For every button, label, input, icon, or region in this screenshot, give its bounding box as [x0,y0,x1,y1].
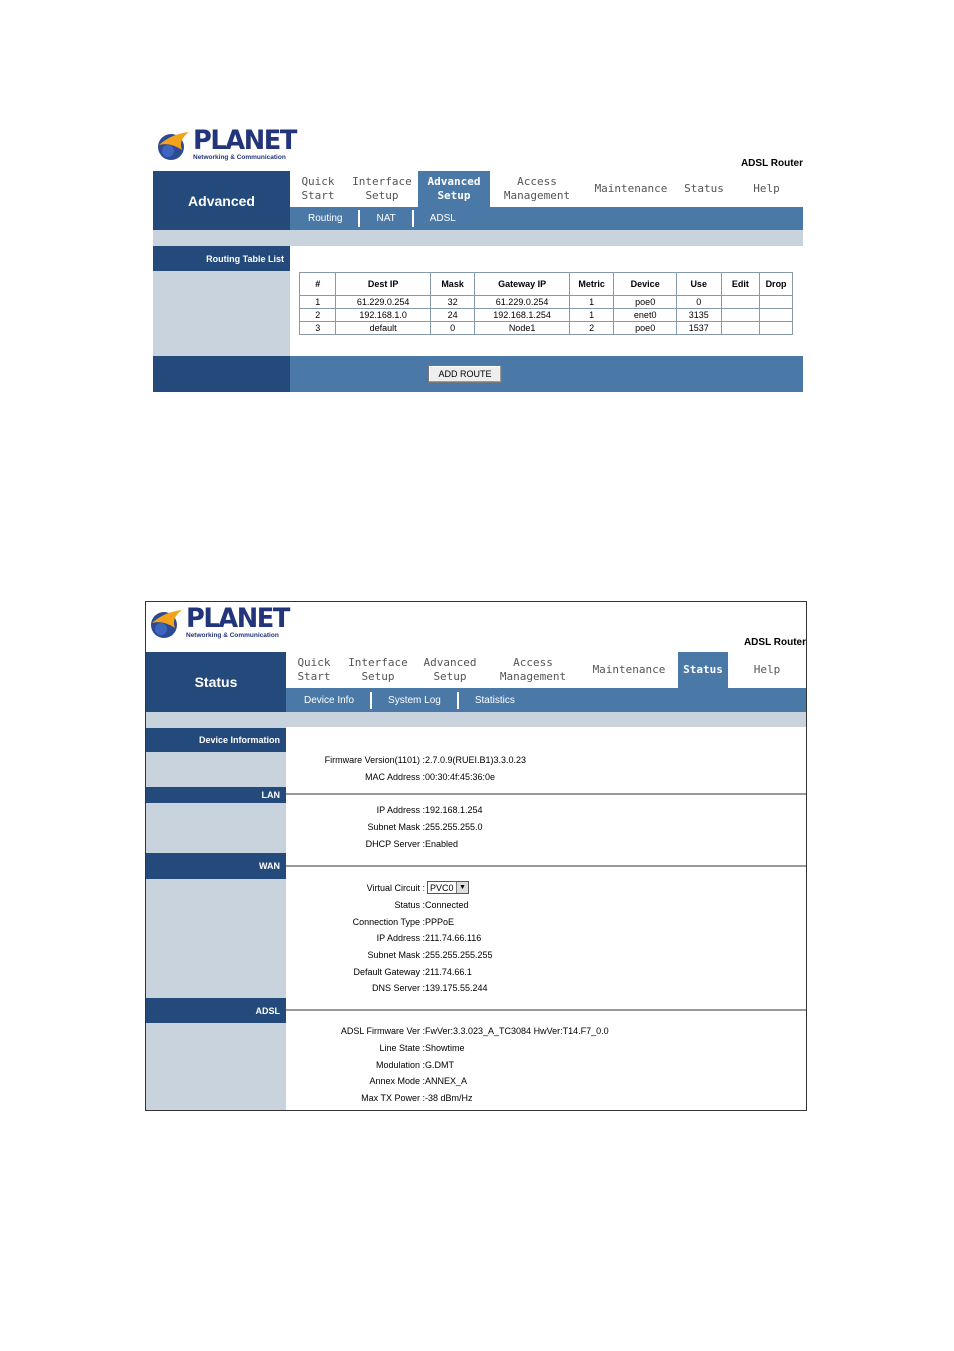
section-device-information: Device Information [146,728,286,752]
adsl-firmware-value: FwVer:3.3.023_A_TC3084 HwVer:T14.F7_0.0 [425,1026,609,1036]
table-row: 1 61.229.0.254 32 61.229.0.254 1 poe0 0 [300,296,793,309]
virtual-circuit-value: PVC0 [430,882,454,893]
spacer-strip [146,712,807,727]
product-name: ADSL Router [743,637,806,648]
wan-ip-label: IP Address : [376,933,425,943]
chevron-down-icon[interactable]: ▼ [456,882,468,893]
routing-table [299,272,793,335]
nav-access-management[interactable]: Access Management [499,656,567,683]
col-mask: Mask [430,273,475,296]
dns-label: DNS Server : [371,983,425,993]
col-index: # [300,273,336,296]
nav-advanced-setup[interactable]: Advanced Setup [423,656,477,683]
col-gateway-ip: Gateway IP [475,273,569,296]
logo-tagline: Networking & Communication [193,154,286,161]
side-title: Advanced [153,171,290,230]
section-lan: LAN [146,787,286,803]
dhcp-value: Enabled [425,839,459,849]
nav-access-management[interactable]: Access Management [503,175,571,202]
col-edit: Edit [721,273,760,296]
annex-mode-label: Annex Mode : [369,1076,425,1086]
logo-name: PLANET [186,603,289,634]
max-tx-power-value: -38 dBm/Hz [425,1093,473,1103]
nav-help[interactable]: Help [753,182,780,195]
logo-name: PLANET [193,125,296,156]
subnav-adsl[interactable]: ADSL [412,210,472,227]
col-device: Device [614,273,676,296]
mac-label: MAC Address : [364,772,425,782]
wan-mask-label: Subnet Mask : [367,950,425,960]
virtual-circuit-select[interactable] [427,881,469,894]
drop-cell[interactable] [760,309,793,322]
table-row: 3 default 0 Node1 2 poe0 1537 [300,322,793,335]
nav-quick-start[interactable]: Quick Start [301,175,335,202]
lan-ip-value: 192.168.1.254 [425,805,483,815]
nav-quick-start[interactable]: Quick Start [297,656,331,683]
modulation-value: G.DMT [425,1060,454,1070]
table-row: 2 192.168.1.0 24 192.168.1.254 1 enet0 3135 [300,309,793,322]
table-header-row [300,273,793,296]
lan-mask-label: Subnet Mask : [367,822,425,832]
subnav-device-info[interactable]: Device Info [304,694,355,706]
subnav-nat[interactable]: NAT [358,210,411,227]
section-adsl: ADSL [146,998,286,1023]
logo-tagline: Networking & Communication [186,632,279,639]
wan-mask-value: 255.255.255.255 [425,950,493,960]
planet-globe-icon [149,606,183,640]
section-wan: WAN [146,853,286,879]
col-drop: Drop [760,273,793,296]
connection-type-label: Connection Type : [352,917,425,927]
nav-interface-setup[interactable]: Interface Setup [348,656,408,683]
col-dest-ip: Dest IP [336,273,430,296]
gateway-label: Default Gateway : [353,967,425,977]
subnav-routing[interactable]: Routing [308,213,343,224]
drop-cell[interactable] [760,296,793,309]
section-routing-table-list: Routing Table List [153,246,290,271]
nav-status[interactable]: Status [678,652,728,688]
nav-status[interactable]: Status [684,182,724,195]
firmware-value: 2.7.0.9(RUEI.B1)3.3.0.23 [425,755,527,765]
add-route-button[interactable]: ADD ROUTE [428,365,502,383]
sub-nav [286,688,806,712]
bottom-left-bar [153,356,290,392]
drop-cell[interactable] [760,322,793,335]
side-title: Status [146,652,286,712]
planet-logo [156,125,301,162]
divider [286,865,806,867]
planet-globe-icon [156,128,190,162]
edit-cell[interactable] [721,309,760,322]
col-metric: Metric [569,273,614,296]
lan-mask-value: 255.255.255.0 [425,822,483,832]
firmware-label: Firmware Version(1101) : [324,755,425,765]
line-state-label: Line State : [379,1043,425,1053]
nav-help[interactable]: Help [753,663,781,676]
advanced-routing-screen [153,124,803,394]
dns-value: 139.175.55.244 [425,983,488,993]
bottom-action-bar [290,356,803,392]
adsl-firmware-label: ADSL Firmware Ver : [340,1026,425,1036]
product-name: ADSL Router [740,158,803,169]
connection-type-value: PPPoE [425,917,455,927]
edit-cell[interactable] [721,322,760,335]
modulation-label: Modulation : [375,1060,425,1070]
nav-maintenance[interactable]: Maintenance [594,182,668,195]
virtual-circuit-label: Virtual Circuit : [366,883,425,893]
wan-status-value: Connected [425,900,469,910]
nav-interface-setup[interactable]: Interface Setup [352,175,412,202]
subnav-statistics[interactable]: Statistics [457,692,531,709]
gateway-value: 211.74.66.1 [425,967,472,977]
line-state-value: Showtime [425,1043,465,1053]
dhcp-label: DHCP Server : [365,839,425,849]
left-column [146,727,286,1111]
wan-ip-value: 211.74.66.116 [425,933,482,943]
wan-status-label: Status : [394,900,425,910]
planet-logo [149,603,294,640]
lan-ip-label: IP Address : [376,805,425,815]
divider [286,1009,806,1011]
annex-mode-value: ANNEX_A [425,1076,468,1086]
main-nav [286,652,806,688]
subnav-system-log[interactable]: System Log [370,692,457,709]
mac-value: 00:30:4f:45:36:0e [425,772,496,782]
spacer-strip [153,230,803,246]
nav-maintenance[interactable]: Maintenance [592,663,666,676]
main-nav [290,171,803,207]
sub-nav [290,207,803,230]
divider [286,793,806,795]
col-use: Use [676,273,721,296]
edit-cell[interactable] [721,296,760,309]
nav-advanced-setup[interactable]: Advanced Setup [418,171,490,207]
status-device-info-screen [145,601,807,1111]
max-tx-power-label: Max TX Power : [361,1093,425,1103]
